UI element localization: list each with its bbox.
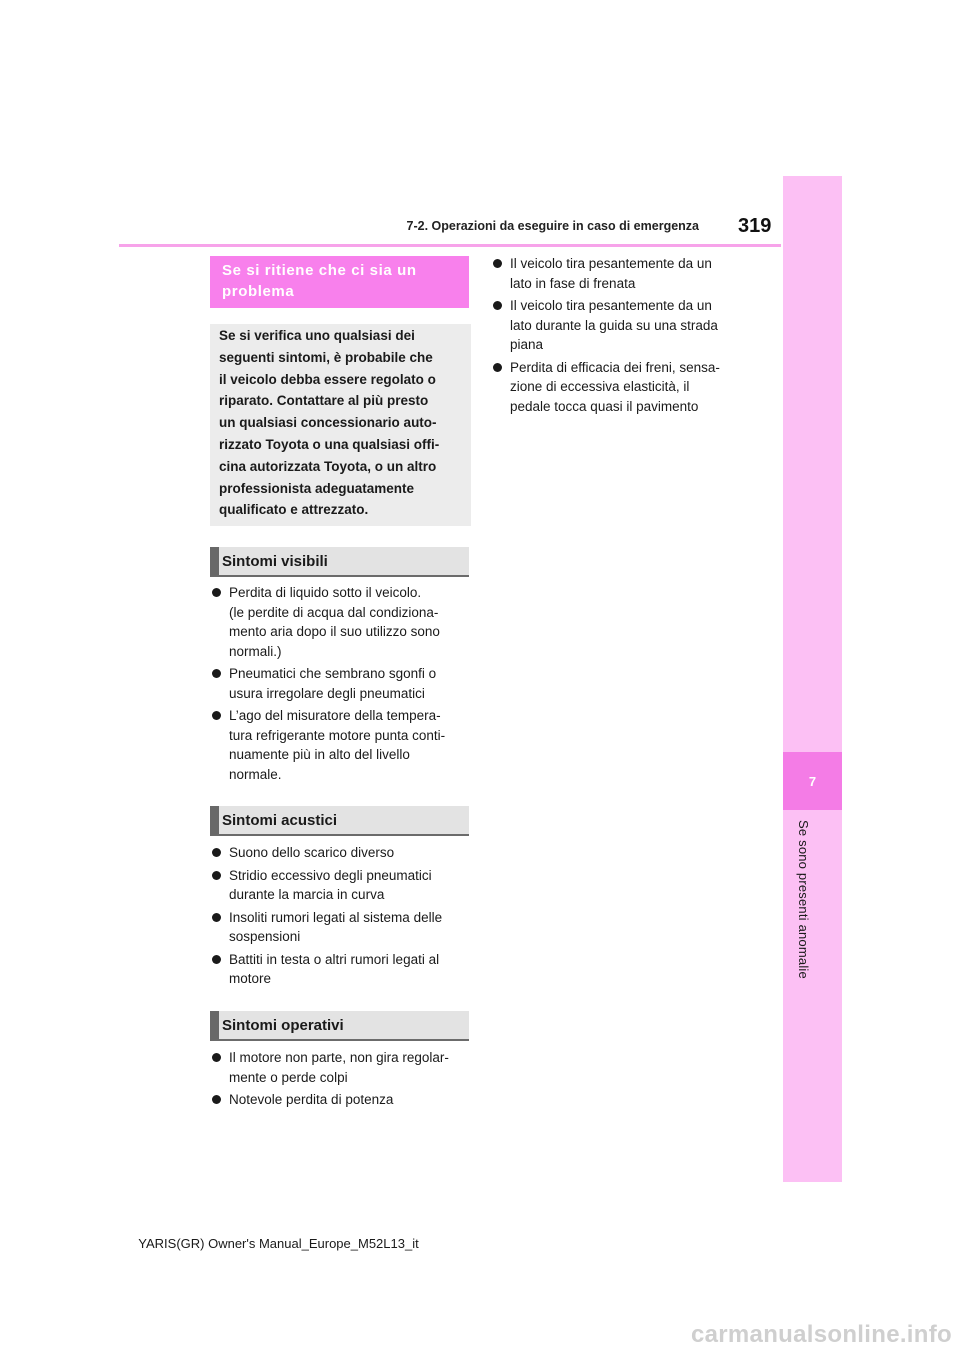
intro-line: cina autorizzata Toyota, o un altro (219, 458, 437, 474)
intro-line: seguenti sintomi, è probabile che (219, 349, 433, 365)
intro-note-box (210, 324, 471, 526)
header-section-title: 7-2. Operazioni da eseguire in caso di emergenza (406, 219, 699, 233)
section-title: Sintomi operativi (222, 1016, 344, 1034)
list-item: L’ago del misuratore della tempera- tura refrigerante motore punta conti- nuamente più in alto del livello normale. (211, 706, 471, 784)
right-column-list (492, 254, 762, 419)
list-item: Suono dello scarico diverso (211, 843, 471, 863)
side-chapter-tab (783, 176, 842, 1182)
problem-heading-box (210, 256, 469, 308)
list-item: Perdita di efficacia dei freni, sensa- zione di eccessiva elasticità, il pedale tocca quasi il pavimento (492, 358, 762, 417)
list-item: Notevole perdita di potenza (211, 1090, 471, 1110)
list-item: Insoliti rumori legati al sistema delle sospensioni (211, 908, 471, 947)
problem-heading-line-2: problema (222, 283, 295, 300)
header-divider (119, 244, 781, 247)
watermark: carmanualsonline.info (690, 1321, 952, 1348)
page-footer: YARIS(GR) Owner's Manual_Europe_M52L13_it (138, 1236, 419, 1251)
intro-line: riparato. Contattare al più presto (219, 393, 429, 409)
chapter-number: 7 (783, 752, 842, 810)
section-heading-visible (210, 547, 469, 577)
intro-line: qualificato e attrezzato. (219, 502, 369, 518)
list-item: Perdita di liquido sotto il veicolo. (le perdite di acqua dal condiziona- mento aria dopo il suo utilizzo sono normali.) (211, 583, 471, 661)
acoustic-symptoms-list (211, 843, 471, 992)
list-item: Il veicolo tira pesantemente da un lato in fase di frenata (492, 254, 762, 293)
operational-symptoms-list (211, 1048, 471, 1113)
list-item: Il motore non parte, non gira regolar- mente o perde colpi (211, 1048, 471, 1087)
intro-line: rizzato Toyota o una qualsiasi offi- (219, 436, 440, 452)
section-title: Sintomi acustici (222, 811, 338, 829)
intro-line: Se si verifica uno qualsiasi dei (219, 328, 415, 343)
list-item: Il veicolo tira pesantemente da un lato durante la guida su una strada piana (492, 296, 762, 355)
list-item: Stridio eccessivo degli pneumatici durante la marcia in curva (211, 866, 471, 905)
list-item: Battiti in testa o altri rumori legati al motore (211, 950, 471, 989)
intro-line: il veicolo debba essere regolato o (219, 371, 436, 387)
intro-line: professionista adeguatamente (219, 480, 415, 496)
list-item: Pneumatici che sembrano sgonfi o usura irregolare degli pneumatici (211, 664, 471, 703)
page-number: 319 (738, 215, 772, 237)
visible-symptoms-list (211, 583, 471, 787)
section-heading-acoustic (210, 806, 469, 836)
problem-heading-line-1: Se si ritiene che ci sia un (222, 262, 417, 279)
chapter-title: Se sono presenti anomalie (796, 820, 811, 979)
section-title: Sintomi visibili (222, 552, 328, 570)
intro-line: un qualsiasi concessionario auto- (219, 415, 437, 431)
section-heading-operational (210, 1011, 469, 1041)
